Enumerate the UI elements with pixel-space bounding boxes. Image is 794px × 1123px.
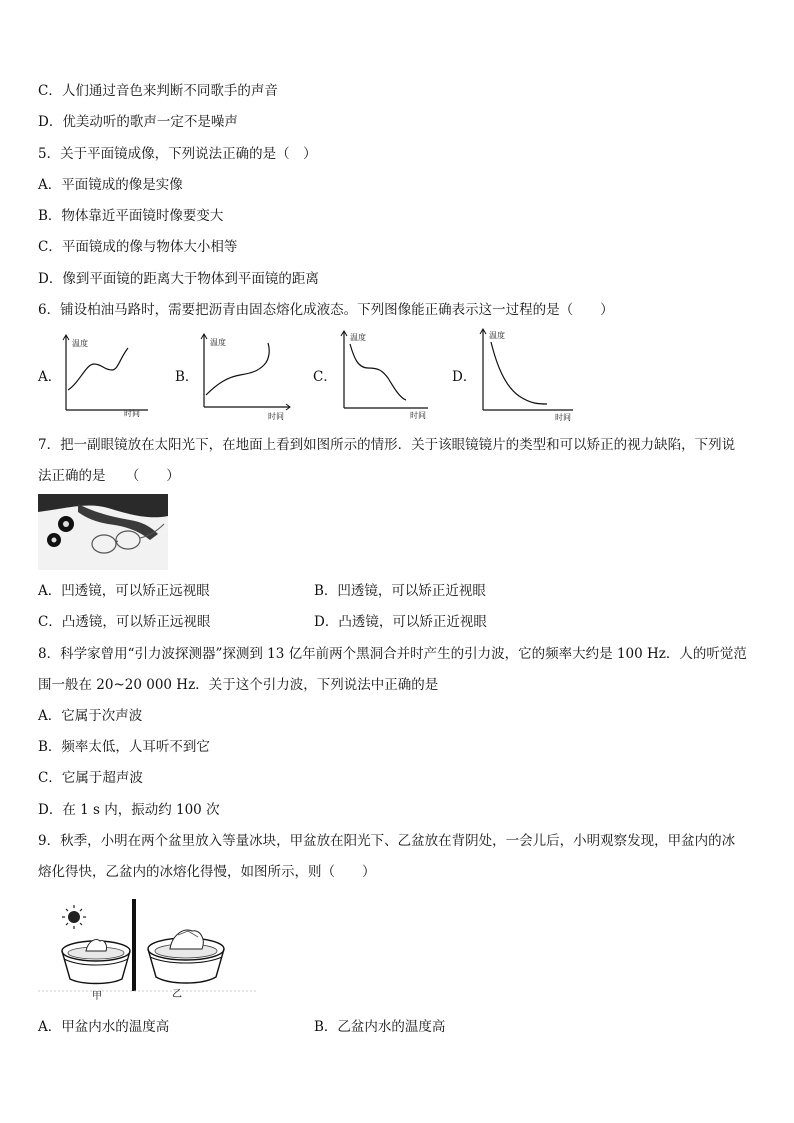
q8-option-d: D．在 1 s 内，振动约 100 次 xyxy=(38,802,220,818)
basin-jia-icon xyxy=(62,939,130,983)
q7-option-c: C．凸透镜，可以矫正远视眼 xyxy=(38,614,211,630)
x-label: 时间 xyxy=(555,413,571,422)
q7-option-d: D．凸透镜，可以矫正近视眼 xyxy=(314,614,487,630)
q6-graph-d-label: D． xyxy=(452,369,477,385)
q6-graph-d xyxy=(479,326,577,420)
q7-option-a: A．凹透镜，可以矫正远视眼 xyxy=(38,583,210,599)
q6-graph-b xyxy=(200,333,295,423)
y-label: 温度 xyxy=(489,331,505,340)
q7-stem-line2: 法正确的是 （ ） xyxy=(38,468,180,484)
sun-icon xyxy=(62,905,86,929)
q8-option-a: A．它属于次声波 xyxy=(38,708,143,724)
q9-stem-line2: 熔化得快，乙盆内的冰熔化得慢，如图所示，则（ ） xyxy=(38,864,376,880)
q9-basins-figure xyxy=(38,895,256,1009)
q6-graph-c xyxy=(340,328,432,420)
q6-graph-b-label: B． xyxy=(175,369,199,385)
q8-stem-line1: 8．科学家曾用“引力波探测器”探测到 13 亿年前两个黑洞合并时产生的引力波，它的频率大约是 100 Hz．人的听觉范 xyxy=(38,646,747,662)
label-yi: 乙 xyxy=(172,989,182,1000)
q8-option-c: C．它属于超声波 xyxy=(38,770,143,786)
q7-glasses-photo xyxy=(38,494,168,574)
x-label: 时间 xyxy=(410,411,426,420)
q5-option-a: A．平面镜成的像是实像 xyxy=(38,177,183,193)
q8-option-b: B．频率太低，人耳听不到它 xyxy=(38,739,210,755)
q8-stem-line2: 围一般在 20~20 000 Hz．关于这个引力波，下列说法中正确的是 xyxy=(38,677,439,693)
q5-option-b: B．物体靠近平面镜时像要变大 xyxy=(38,208,224,224)
y-label: 温度 xyxy=(210,338,226,347)
y-label: 温度 xyxy=(72,339,88,348)
basin-yi-icon xyxy=(148,930,224,983)
curve xyxy=(206,343,269,395)
curve xyxy=(350,344,406,400)
q5-option-d: D．像到平面镜的距离大于物体到平面镜的距离 xyxy=(38,271,319,287)
x-label: 时间 xyxy=(268,412,284,421)
curve xyxy=(491,342,547,404)
q6-graph-a xyxy=(62,334,152,416)
q7-option-b: B．凹透镜，可以矫正近视眼 xyxy=(314,583,486,599)
curve xyxy=(68,348,128,390)
y-label: 温度 xyxy=(350,333,366,342)
q6-graph-a-label: A． xyxy=(38,369,62,385)
q9-option-a: A．甲盆内水的温度高 xyxy=(38,1019,170,1035)
q6-stem: 6．铺设柏油马路时，需要把沥青由固态熔化成液态。下列图像能正确表示这一过程的是（ ） xyxy=(38,302,614,318)
x-label: 时间 xyxy=(124,409,140,418)
q9-stem-line1: 9．秋季，小明在两个盆里放入等量冰块，甲盆放在阳光下、乙盆放在背阴处，一会儿后，小明观察发现，甲盆内的冰 xyxy=(38,833,736,849)
q4-option-d: D．优美动听的歌声一定不是噪声 xyxy=(38,114,238,130)
q9-option-b: B．乙盆内水的温度高 xyxy=(314,1019,446,1035)
divider-wall xyxy=(132,899,136,991)
q5-option-c: C．平面镜成的像与物体大小相等 xyxy=(38,239,238,255)
q6-graph-c-label: C． xyxy=(313,369,337,385)
label-jia: 甲 xyxy=(92,991,102,1002)
q7-stem-line1: 7．把一副眼镜放在太阳光下，在地面上看到如图所示的情形．关于该眼镜镜片的类型和可以矫正的视力缺陷，下列说 xyxy=(38,437,736,453)
q5-stem: 5．关于平面镜成像，下列说法正确的是（ ） xyxy=(38,146,317,162)
q4-option-c: C．人们通过音色来判断不同歌手的声音 xyxy=(38,83,278,99)
